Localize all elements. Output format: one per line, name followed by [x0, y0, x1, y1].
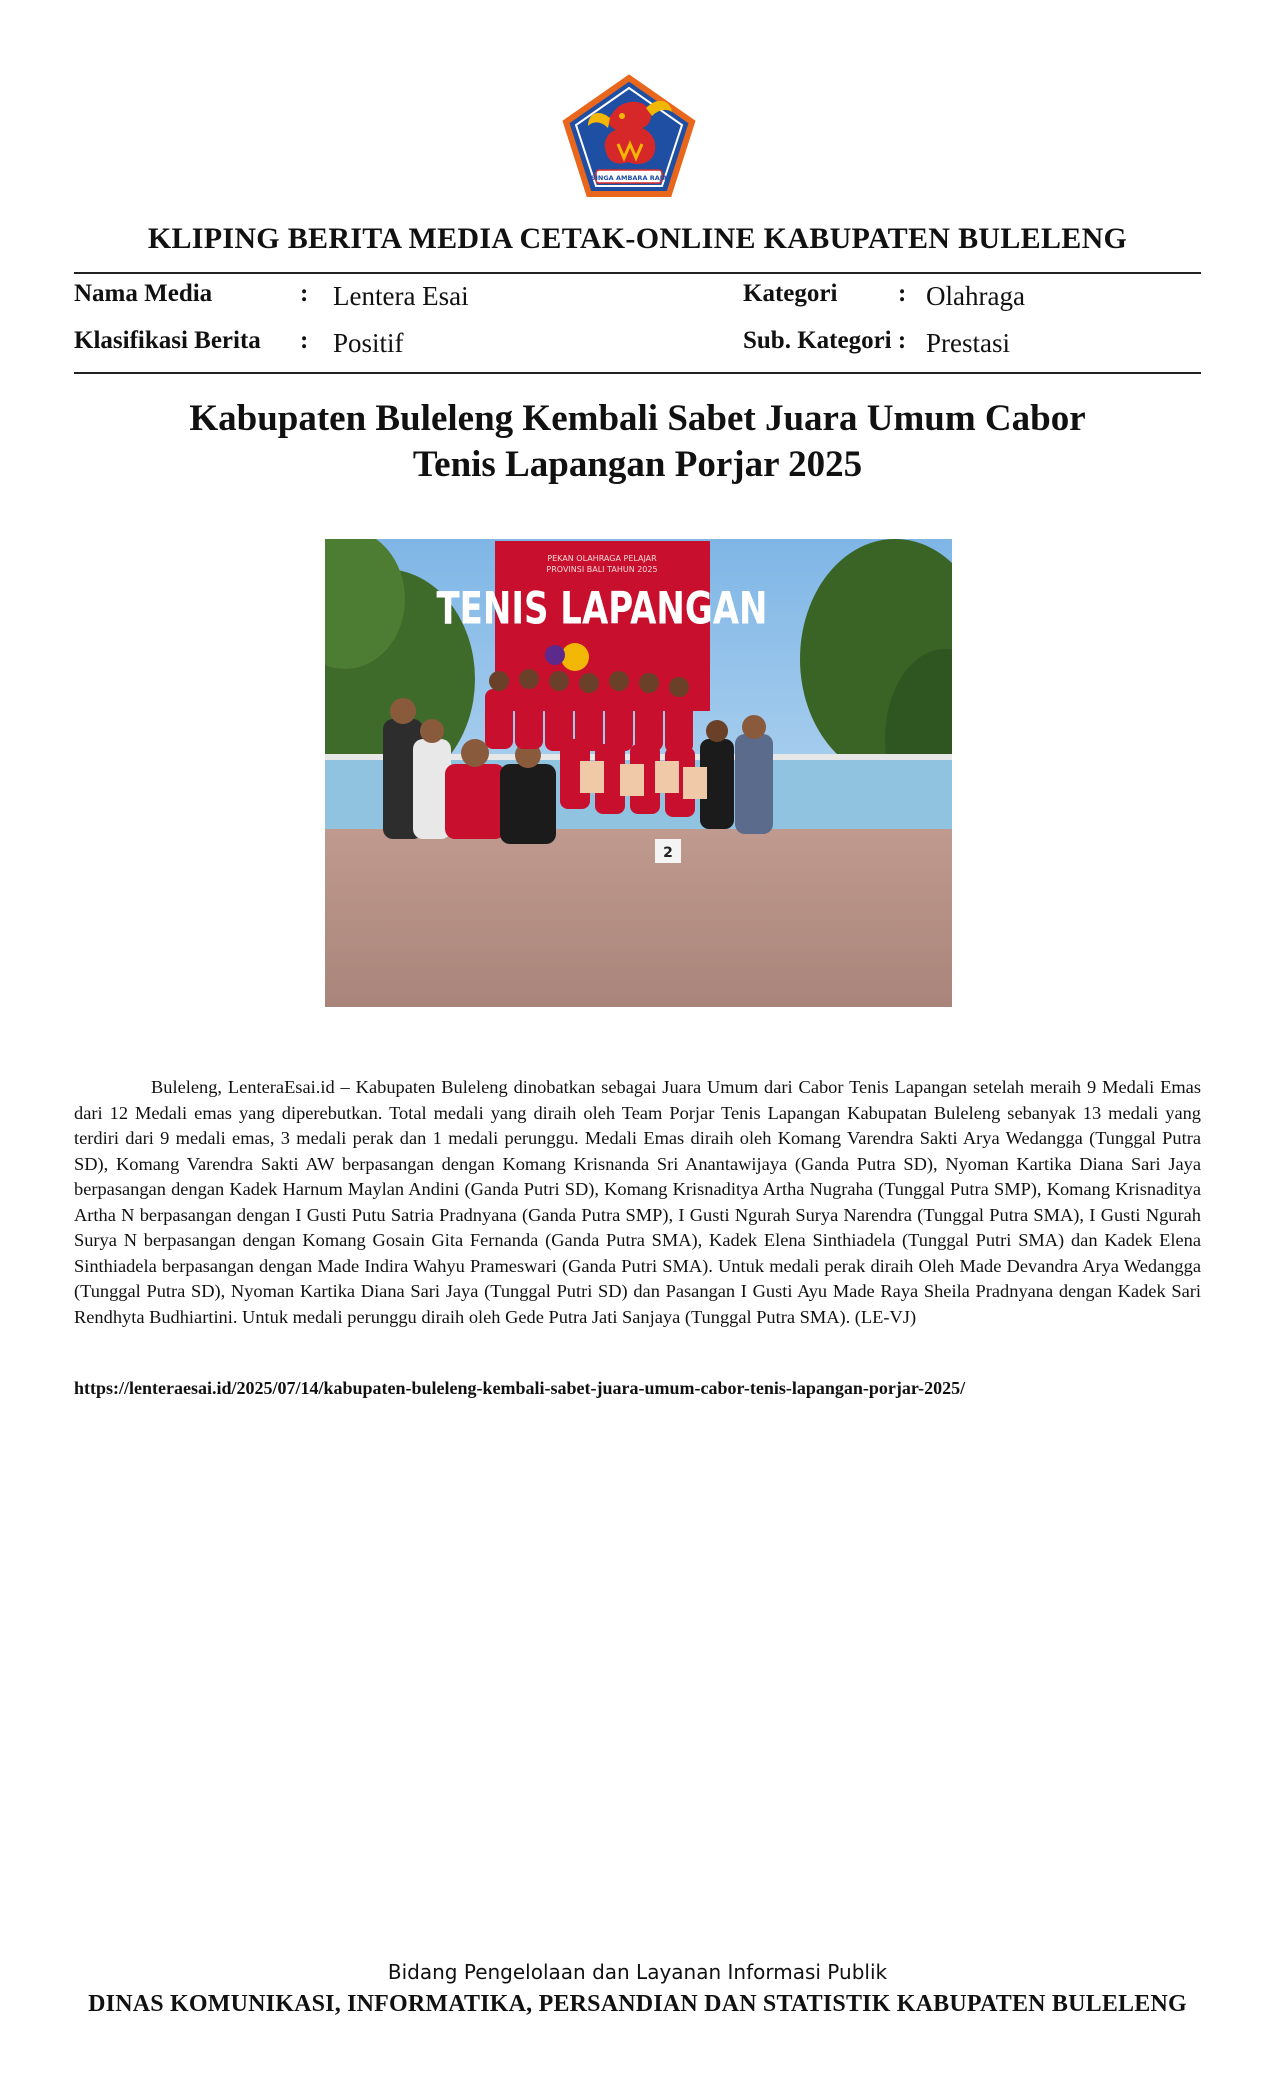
- article-photo-svg: [325, 539, 952, 1007]
- article-body: Buleleng, LenteraEsai.id – Kabupaten Buleleng dinobatkan sebagai Juara Umum dari Cabor Tenis Lapangan setelah meraih 9 Medali Emas dari 12 Medali emas yang diperebutkan. Total medali yang diraih oleh Team Porjar Tenis Lapangan Kabupatan Buleleng sebanyak 13 medali yang terdiri dari 9 medali emas, 3 medali perak dan 1 medali perunggu. Medali Emas diraih oleh Komang Varendra Sakti Arya Wedangga (Tunggal Putra SD), Komang Varendra Sakti AW berpasangan dengan Komang Krisnanda Sri Anantawijaya (Ganda Putra SD), Nyoman Kartika Diana Sari Jaya berpasangan dengan Kadek Harnum Maylan Andini (Ganda Putri SD), Komang Krisnaditya Artha Nugraha (Tunggal Putra SMP), Komang Krisnaditya Artha N berpasangan dengan I Gusti Putu Satria Pradnyana (Ganda Putra SMP), I Gusti Ngurah Surya Narendra (Tunggal Putra SMA), I Gusti Ngurah Surya N berpasangan dengan Komang Gosain Gita Fernanda (Ganda Putra SMA), Kadek Elena Sinthiadela (Tunggal Putri SMA) dan Kadek Elena Sinthiadela berpasangan dengan Made Indira Wahyu Prameswari (Ganda Putri SMA). Untuk medali perak diraih Oleh Made Devandra Arya Wedangga (Tunggal Putra SD), Nyoman Kartika Diana Sari Jaya (Tunggal Putri SD) dan Pasangan I Gusti Ayu Made Raya Sheila Pradnyana dengan Kadek Sari Rendhyta Budhiartini. Untuk medali perunggu diraih oleh Gede Putra Jati Sanjaya (Tunggal Putra SMA). (LE-VJ): [74, 1077, 1201, 1327]
- photo-banner-subtitle-2: PROVINSI BALI TAHUN 2025: [546, 565, 658, 574]
- nama-media-colon: :: [300, 280, 309, 307]
- emblem-motto: SINGA AMBARA RAJA: [590, 174, 668, 182]
- sub-kategori-label: Sub. Kategori :: [743, 327, 907, 354]
- kategori-label: Kategori: [743, 280, 838, 307]
- photo-banner-emblem: [545, 645, 565, 665]
- article-photo: [325, 539, 952, 1007]
- kategori-value: Olahraga: [926, 281, 1025, 311]
- emblem-lion-eye: [619, 113, 625, 119]
- emblem-svg: [562, 74, 696, 200]
- photo-court: [325, 829, 952, 1007]
- photo-banner-title: TENIS LAPANGAN: [436, 583, 768, 635]
- nama-media-label: Nama Media: [74, 280, 213, 307]
- sub-kategori-value: Prestasi: [926, 328, 1010, 358]
- nama-media-value: Lentera Esai: [333, 281, 469, 311]
- kategori-colon: :: [898, 280, 907, 307]
- article-title-line-2: Tenis Lapangan Porjar 2025: [412, 444, 863, 485]
- header-divider-top: [74, 272, 1201, 274]
- header-divider-bottom: [74, 372, 1201, 374]
- klasifikasi-berita-value: Positif: [333, 328, 404, 358]
- article-source-link[interactable]: https://lenteraesai.id/2025/07/14/kabupaten-buleleng-kembali-sabet-juara-umum-cabor-tenis-lapangan-porjar-2025/: [74, 1378, 966, 1398]
- buleleng-emblem-logo: [562, 74, 696, 200]
- footer-agency: DINAS KOMUNIKASI, INFORMATIKA, PERSANDIAN DAN STATISTIK KABUPATEN BULELENG: [88, 1991, 1187, 2017]
- document-header-title: KLIPING BERITA MEDIA CETAK-ONLINE KABUPATEN BULELENG: [147, 222, 1128, 255]
- footer-department: Bidang Pengelolaan dan Layanan Informasi Publik: [387, 1960, 888, 1984]
- article-title-line-1: Kabupaten Buleleng Kembali Sabet Juara Umum Cabor: [189, 398, 1086, 439]
- article-title: [160, 396, 1115, 488]
- klasifikasi-berita-colon: :: [300, 327, 309, 354]
- photo-banner-subtitle-1: PEKAN OLAHRAGA PELAJAR: [547, 554, 657, 563]
- klasifikasi-berita-label: Klasifikasi Berita: [74, 327, 261, 354]
- photo-podium-number: 2: [663, 845, 673, 861]
- photo-banner-mascot: [561, 643, 589, 671]
